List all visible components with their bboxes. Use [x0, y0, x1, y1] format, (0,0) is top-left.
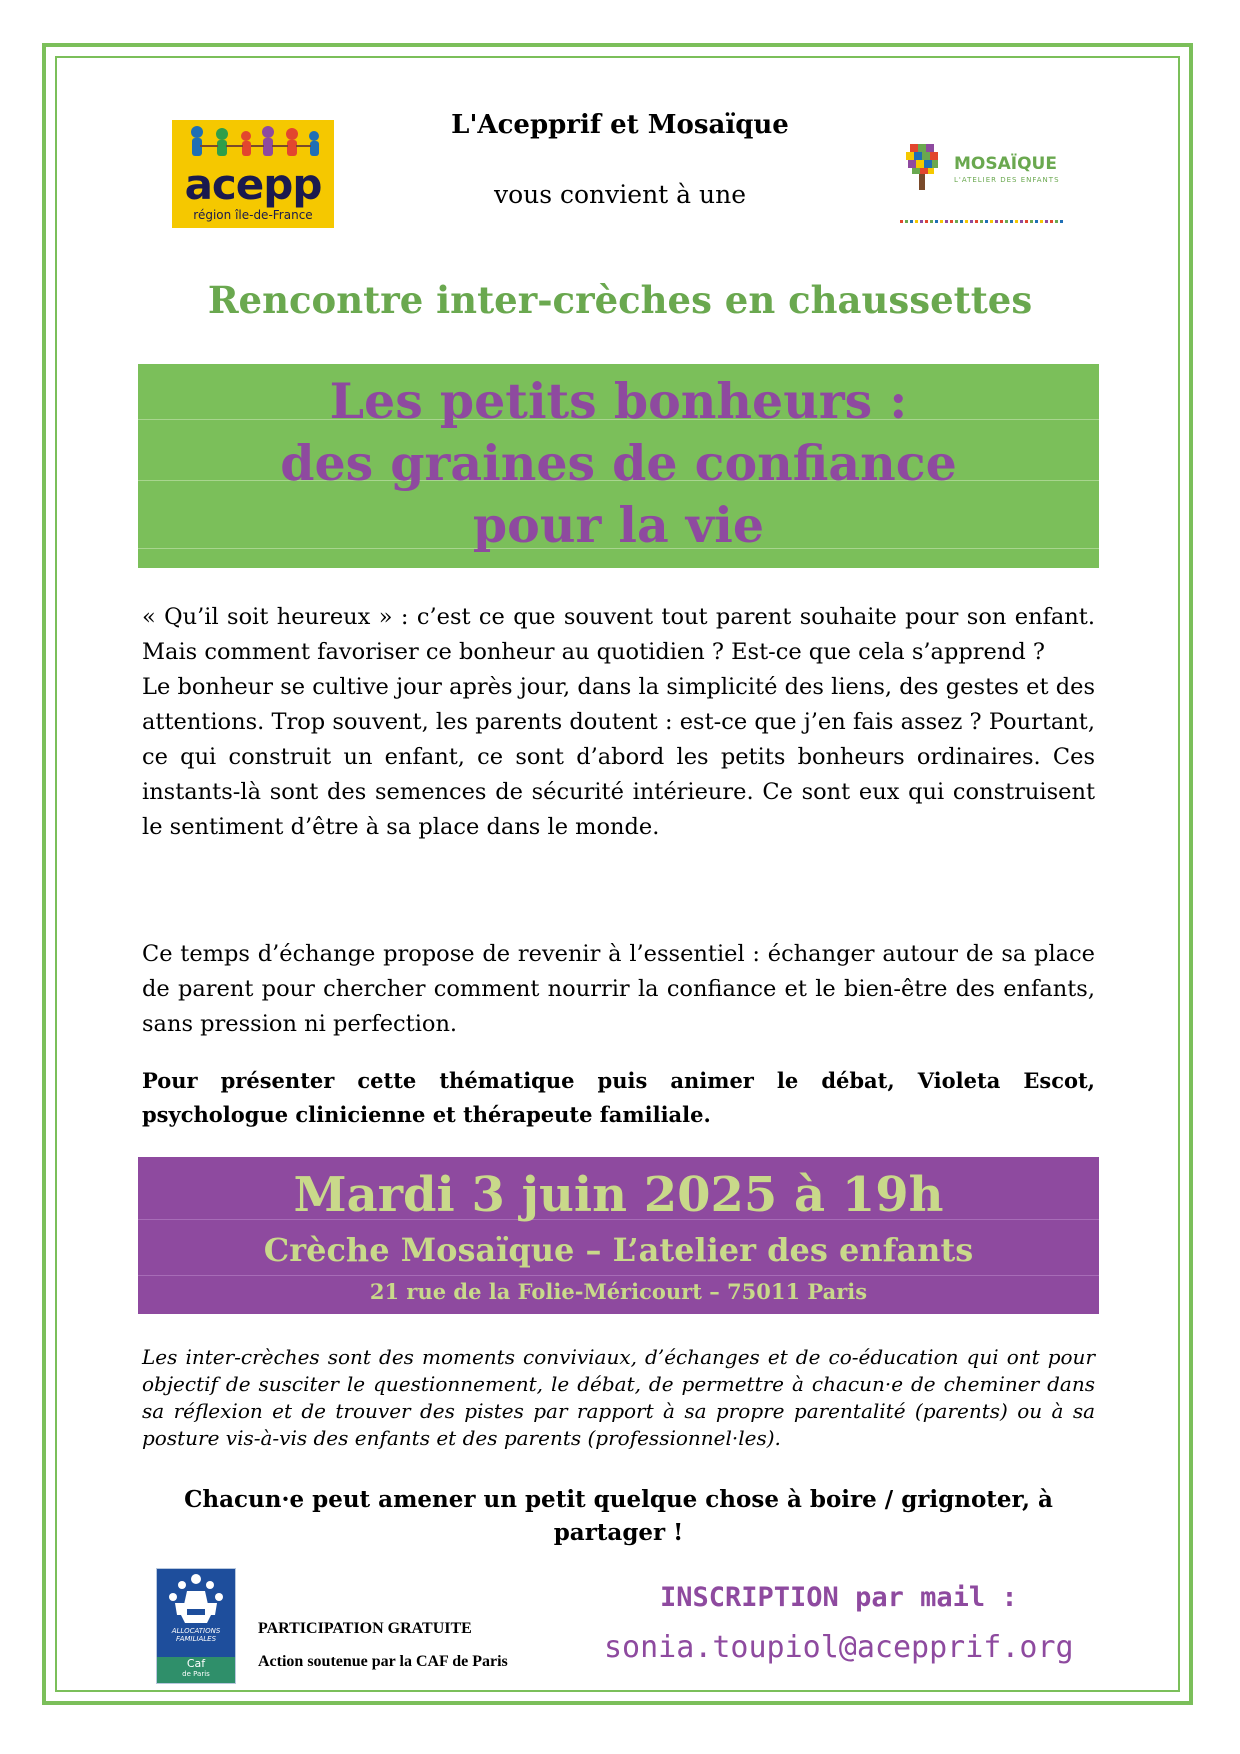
inscription-label: INSCRIPTION par mail : — [660, 1582, 1018, 1613]
mosaique-logo-word: MOSAÏQUE — [954, 154, 1057, 174]
caf-logo-text — [157, 1627, 235, 1643]
theme-banner — [138, 364, 1099, 568]
mosaique-logo — [900, 140, 1080, 226]
caf-alloc-line-2: FAMILIALES — [175, 1635, 217, 1643]
paragraph-exchange: Ce temps d’échange propose de revenir à l’essentiel : échanger autour de sa place de parent pour chercher comment nourrir la confiance et le bien-être des enfants, sans pression ni perfection. — [142, 941, 1095, 1037]
event-banner — [138, 1157, 1099, 1314]
theme-line-1: Les petits bonheurs : — [329, 372, 908, 430]
acepp-logo-word: acepp — [184, 160, 322, 209]
theme-line-3: pour la vie — [472, 496, 765, 554]
paragraph-question: « Qu’il soit heureux » : c’est ce que souvent tout parent souhaite pour son enfant. Mais comment favoriser ce bonheur au quotidien ? Est-ce que cela s’apprend ? — [142, 604, 1095, 665]
caf-family-icon — [157, 1569, 235, 1627]
caf-logo-top — [157, 1569, 235, 1657]
exchange-paragraph — [142, 937, 1095, 1042]
event-kind-heading: Rencontre inter-crèches en chaussettes — [207, 278, 1033, 322]
intro-title: L'Acepprif et Mosaïque — [451, 110, 789, 140]
caf-logo-name: Caf — [186, 1657, 206, 1670]
mosaique-logo-sub: L'ATELIER DES ENFANTS — [954, 176, 1060, 184]
caf-alloc-line-1: ALLOCATIONS — [171, 1627, 221, 1635]
speaker-paragraph: Pour présenter cette thématique puis animer le débat, Violeta Escot, psychologue clinicienne et thérapeute familiale. — [142, 1068, 1095, 1127]
bring-something-note: Chacun·e peut amener un petit quelque chose à boire / grignoter, à partager ! — [184, 1486, 1053, 1546]
banner-rule — [138, 1275, 1099, 1276]
event-address: 21 rue de la Folie-Méricourt – 75011 Paris — [369, 1279, 868, 1304]
caf-logo — [156, 1568, 236, 1684]
caf-support-label: Action soutenue par la CAF de Paris — [258, 1653, 508, 1670]
inter-creches-description: Les inter-crèches sont des moments conviviaux, d’échanges et de co-éducation qui ont pour objectif de susciter le questionnement, le débat, de permettre à chacun·e de cheminer dans sa réflexion et de trouver des pistes par rapport à sa propre parentalité (parents) ou à sa posture vis-à-vis des enfants et des parents (professionnel·les). — [142, 1345, 1095, 1450]
intro-subtitle: vous convient à une — [493, 180, 747, 209]
paragraph-happiness: Le bonheur se cultive jour après jour, dans la simplicité des liens, des gestes et des attentions. Trop souvent, les parents doutent : est-ce que j’en fais assez ? Pourtant, ce qui construit un enfant, ce sont d’abord les petits bonheurs ordinaires. Ces instants-là sont des semences de sécurité intérieure. Ce sont eux qui construisent le sentiment d’être à sa place dans le monde. — [142, 674, 1095, 840]
acepp-logo-region: région île-de-France — [193, 208, 313, 222]
event-date: Mardi 3 juin 2025 à 19h — [293, 1167, 944, 1223]
registration-email: sonia.toupiol@acepprif.org — [604, 1630, 1074, 1665]
caf-logo-city: de Paris — [182, 1670, 210, 1678]
intro-paragraph — [142, 600, 1095, 845]
event-place: Crèche Mosaïque – L’atelier des enfants — [263, 1231, 974, 1269]
free-participation-label: PARTICIPATION GRATUITE — [258, 1620, 472, 1637]
theme-line-2: des graines de confiance — [280, 434, 957, 492]
